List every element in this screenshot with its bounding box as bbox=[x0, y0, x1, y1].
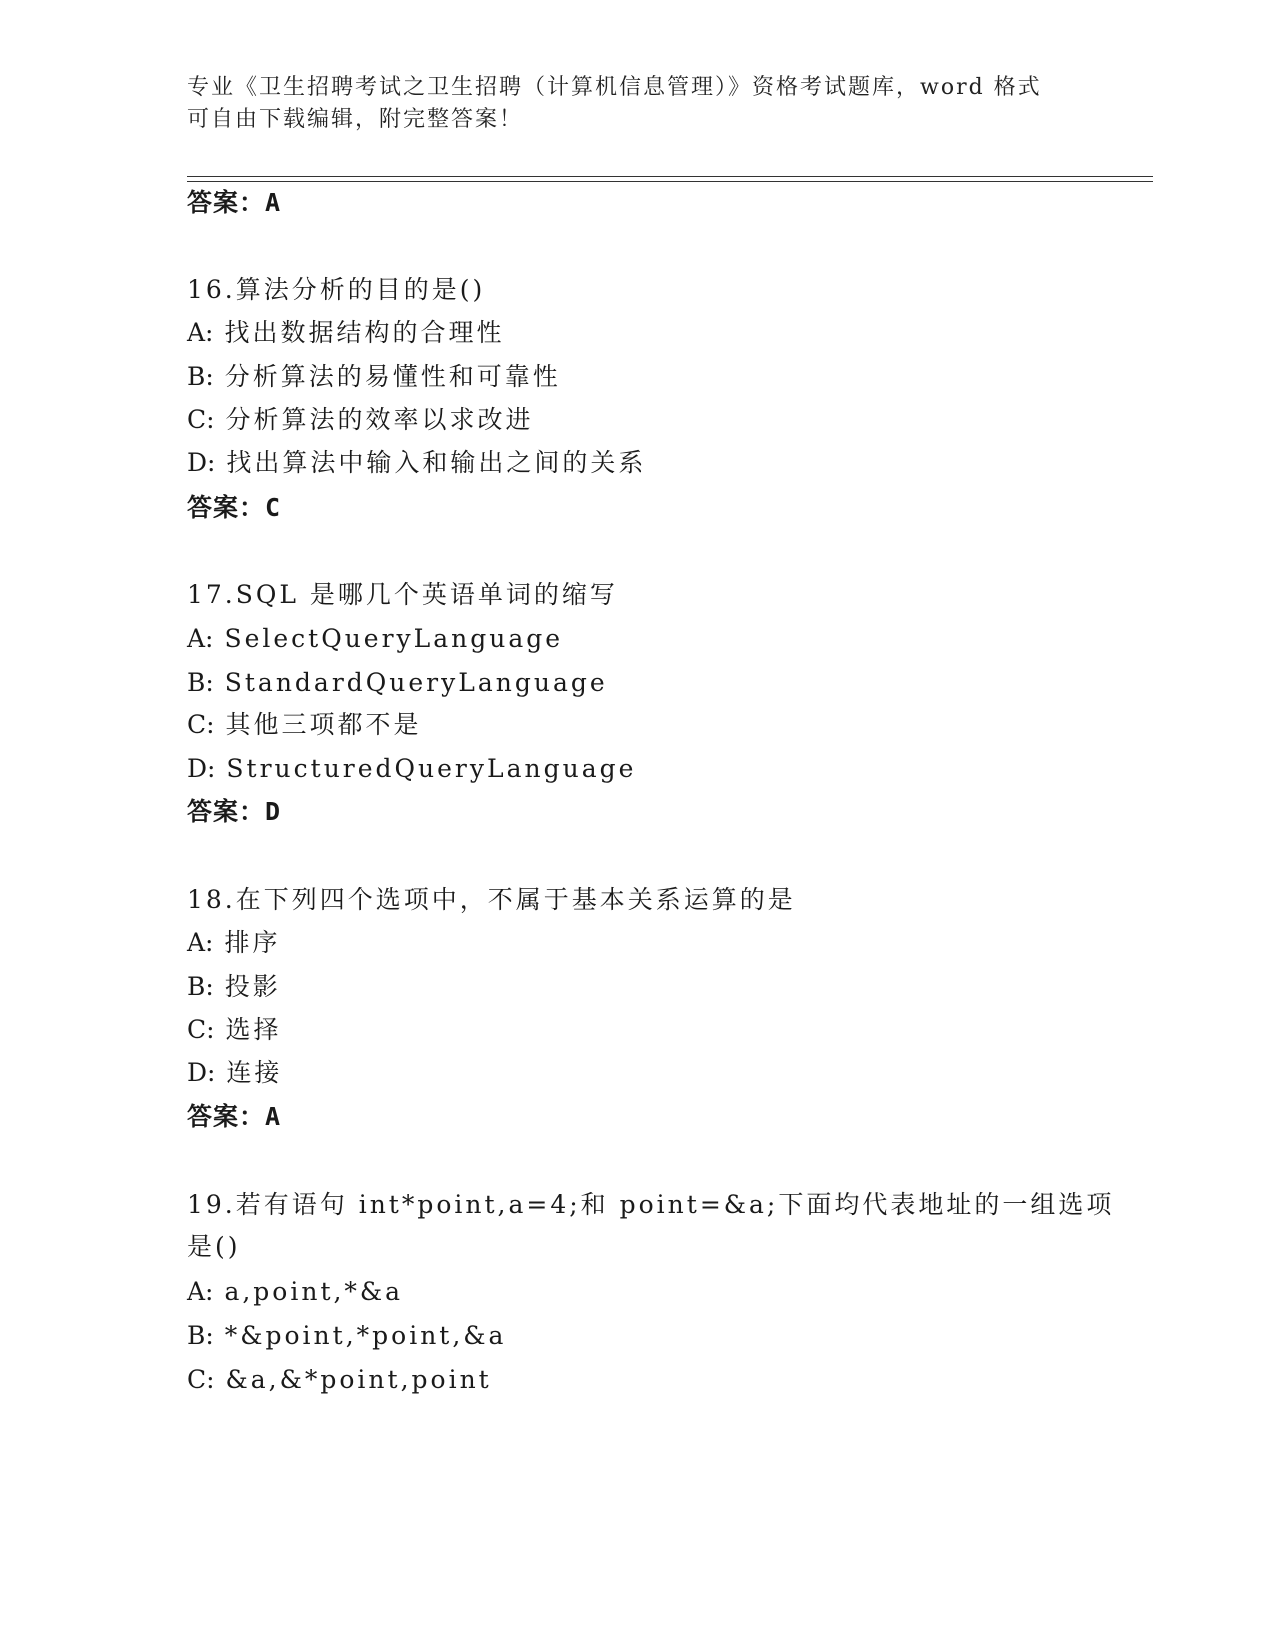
option-text: 投影 bbox=[224, 972, 281, 1001]
option-key: D: bbox=[187, 448, 216, 477]
header-line-1: 专业《卫生招聘考试之卫生招聘（计算机信息管理）》资格考试题库，word 格式 bbox=[187, 75, 1042, 100]
question-17-option-d bbox=[187, 754, 636, 784]
question-19-option-b bbox=[187, 1321, 506, 1351]
option-key: C: bbox=[187, 1365, 215, 1394]
option-text: 分析算法的易懂性和可靠性 bbox=[224, 362, 561, 391]
question-19-stem-continued: 是() bbox=[187, 1232, 241, 1261]
question-16-stem: 16.算法分析的目的是() bbox=[187, 275, 486, 304]
question-18-stem: 18.在下列四个选项中，不属于基本关系运算的是 bbox=[187, 885, 796, 914]
question-18-answer bbox=[187, 1102, 281, 1132]
header-rule-top bbox=[187, 176, 1153, 177]
option-text: 选择 bbox=[225, 1015, 282, 1044]
question-19-stem: 19.若有语句 int*point,a=4;和 point=&a;下面均代表地址的一组选项 bbox=[187, 1190, 1115, 1219]
document-header bbox=[187, 72, 1087, 136]
option-text: 连接 bbox=[226, 1058, 283, 1087]
question-16-answer bbox=[187, 493, 281, 523]
option-key: B: bbox=[187, 362, 214, 391]
option-key: D: bbox=[187, 754, 216, 783]
option-text: 分析算法的效率以求改进 bbox=[225, 405, 534, 434]
option-text: *&point,*point,&a bbox=[224, 1321, 507, 1350]
question-16-option-b bbox=[187, 362, 561, 392]
question-16-option-a bbox=[187, 318, 504, 348]
question-18-option-b bbox=[187, 972, 281, 1002]
option-text: 找出算法中输入和输出之间的关系 bbox=[226, 448, 647, 477]
option-key: B: bbox=[187, 972, 214, 1001]
option-key: A: bbox=[187, 1277, 214, 1306]
answer-value: A bbox=[265, 188, 282, 217]
option-text: 排序 bbox=[224, 928, 281, 957]
option-text: 其他三项都不是 bbox=[225, 710, 422, 739]
question-18-option-a bbox=[187, 928, 280, 958]
option-key: C: bbox=[187, 710, 215, 739]
option-text: a,point,*&a bbox=[224, 1277, 404, 1306]
answer-label: 答案： bbox=[187, 188, 266, 217]
question-17-answer bbox=[187, 797, 281, 827]
answer-label: 答案： bbox=[187, 797, 266, 826]
question-17-option-b bbox=[187, 668, 608, 698]
answer-value: A bbox=[265, 1102, 282, 1131]
option-key: A: bbox=[187, 624, 214, 653]
answer-label: 答案： bbox=[187, 493, 266, 522]
question-17-stem: 17.SQL 是哪几个英语单词的缩写 bbox=[187, 580, 618, 609]
option-key: B: bbox=[187, 1321, 214, 1350]
option-key: B: bbox=[187, 668, 214, 697]
question-19-option-a bbox=[187, 1277, 403, 1307]
answer-label: 答案： bbox=[187, 1102, 266, 1131]
option-key: C: bbox=[187, 1015, 215, 1044]
question-19-option-c bbox=[187, 1365, 492, 1395]
question-16-option-c bbox=[187, 405, 534, 435]
header-rule-bottom bbox=[187, 181, 1153, 182]
option-key: A: bbox=[187, 928, 214, 957]
header-line-2: 可自由下载编辑，附完整答案！ bbox=[187, 107, 524, 132]
option-text: &a,&*point,point bbox=[225, 1365, 492, 1394]
option-key: D: bbox=[187, 1058, 216, 1087]
option-text: SelectQueryLanguage bbox=[224, 624, 564, 653]
option-text: 找出数据结构的合理性 bbox=[224, 318, 505, 347]
question-17-option-a bbox=[187, 624, 563, 654]
question-17-option-c bbox=[187, 710, 422, 740]
answer-value: D bbox=[265, 797, 282, 826]
question-18-option-d bbox=[187, 1058, 282, 1088]
question-16-option-d bbox=[187, 448, 646, 478]
option-text: StructuredQueryLanguage bbox=[226, 754, 637, 783]
question-18-option-c bbox=[187, 1015, 282, 1045]
answer-value: C bbox=[265, 493, 282, 522]
option-key: A: bbox=[187, 318, 214, 347]
previous-answer bbox=[187, 188, 281, 218]
option-text: StandardQueryLanguage bbox=[224, 668, 608, 697]
option-key: C: bbox=[187, 405, 215, 434]
